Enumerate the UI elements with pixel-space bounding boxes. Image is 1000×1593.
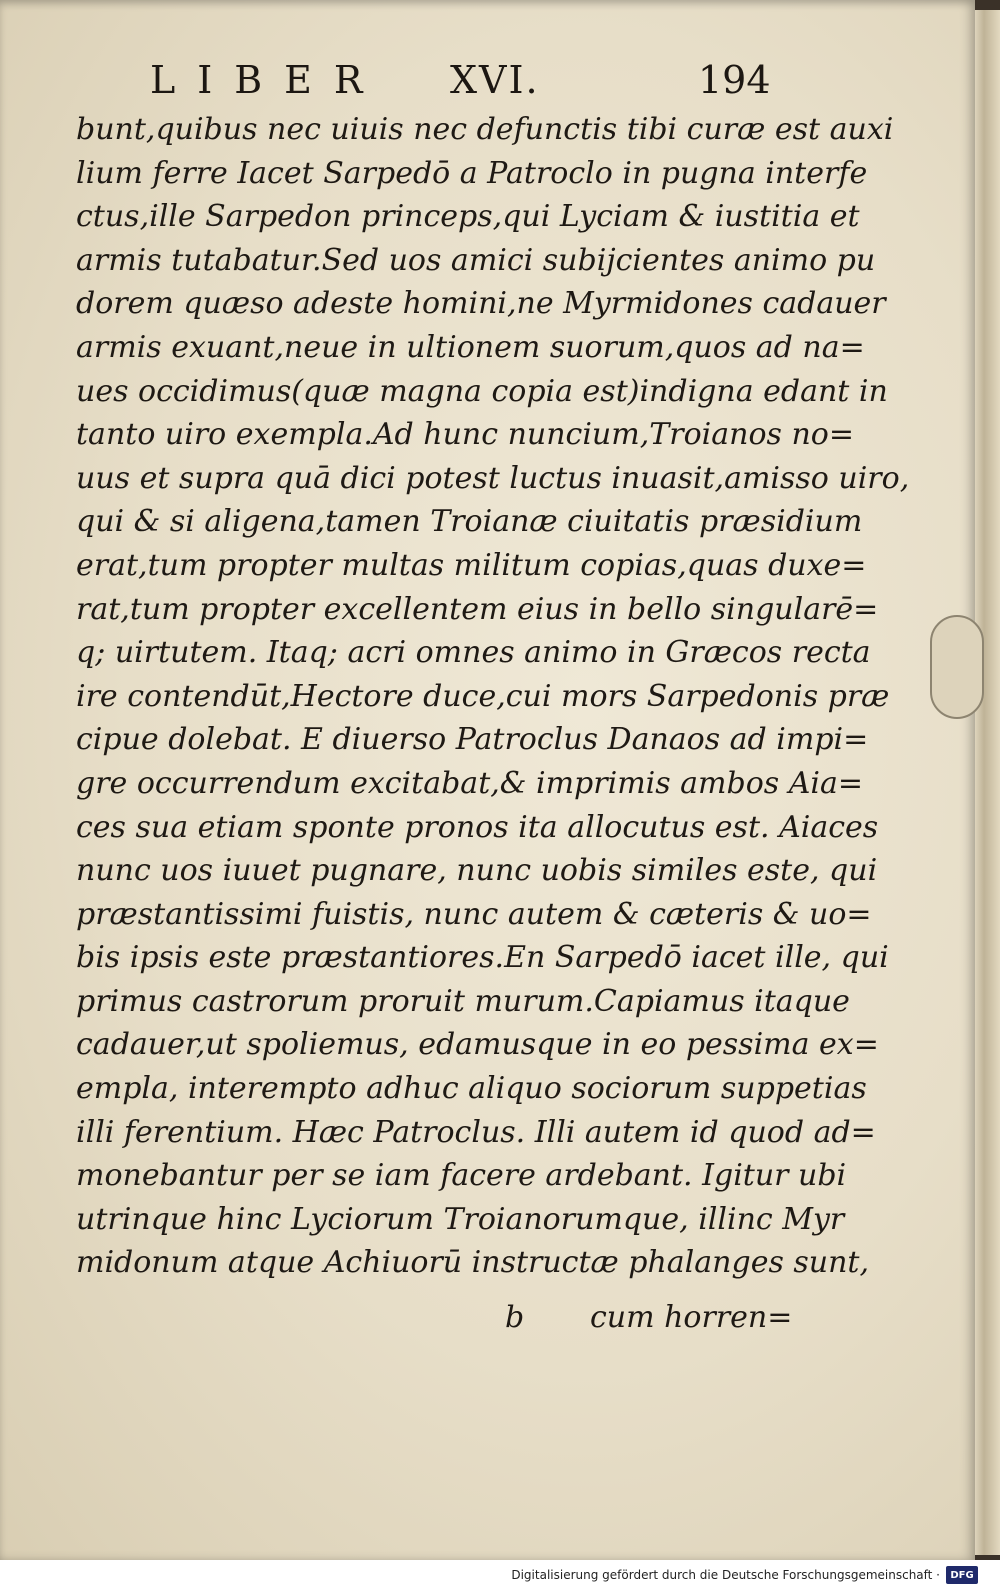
text-line: bis ipsis este præstantiores.En Sarpedō iacet ille, qui [76,940,889,976]
text-line: ces sua etiam sponte pronos ita allocutus est. Aiaces [76,809,879,845]
text-line: ire contendūt,Hectore duce,cui mors Sarpedonis præ [76,678,890,714]
digitization-footer [0,1560,1000,1593]
book-clasp [930,615,984,719]
text-line: ues occidimus(quæ magna copia est)indigna edant in [76,373,888,409]
body-text [76,108,910,1285]
text-line: q; uirtutem. Itaq; acri omnes animo in Græcos recta [76,635,871,671]
running-head-liber: LIBER [150,58,385,102]
text-line: nunc uos iuuet pugnare, nunc uobis similes este, qui [76,853,878,889]
text-line: midonum atque Achiuorū instructæ phalanges sunt, [76,1245,870,1281]
text-line: qui & si aligena,tamen Troianæ ciuitatis præsidium [76,504,863,540]
text-line: rat,tum propter excellentem eius in bello singularē= [76,591,879,627]
text-line: erat,tum propter multas militum copias,quas duxe= [76,547,867,583]
text-line: bunt,quibus nec uiuis nec defunctis tibi curæ est auxi [76,112,894,147]
text-line: empla, interempto adhuc aliquo sociorum suppetias [76,1071,867,1107]
text-line: uus et supra quā dici potest luctus inuasit,amisso uiro, [76,460,910,496]
folio-number: 194 [698,58,771,102]
catchword: cum horren= [590,1300,793,1335]
text-line: primus castrorum proruit murum.Capiamus itaque [76,983,850,1019]
text-line: monebantur per se iam facere ardebant. Igitur ubi [76,1158,847,1194]
text-line: cadauer,ut spoliemus, edamusque in eo pessima ex= [76,1027,879,1063]
signature-mark: b [505,1300,525,1335]
running-head-book-number: XVI. [450,58,540,102]
dfg-logo-icon: DFG [946,1566,978,1584]
digitization-credit: Digitalisierung gefördert durch die Deutsche Forschungsgemeinschaft · [511,1568,940,1582]
text-line: gre occurrendum excitabat,& imprimis ambos Aia= [76,765,863,801]
text-line: lium ferre Iacet Sarpedō a Patroclo in pugna interfe [76,155,868,191]
text-line: præstantissimi fuistis, nunc autem & cæteris & uo= [76,896,872,932]
text-line: tanto uiro exempla.Ad hunc nuncium,Troianos no= [76,417,854,453]
text-line: cipue dolebat. E diuerso Patroclus Danaos ad impi= [76,722,869,758]
text-line: illi ferentium. Hæc Patroclus. Illi autem id quod ad= [76,1114,876,1150]
text-line: armis exuant,neue in ultionem suorum,quos ad na= [76,329,865,365]
text-line: dorem quæso adeste homini,ne Myrmidones cadauer [76,286,886,322]
text-line: utrinque hinc Lyciorum Troianorumque, illinc Myr [76,1201,845,1237]
text-line: ctus,ille Sarpedon princeps,qui Lyciam & iustitia et [76,199,860,235]
running-head [150,58,790,108]
text-line: armis tutabatur.Sed uos amici subijcientes animo pu [76,242,876,278]
